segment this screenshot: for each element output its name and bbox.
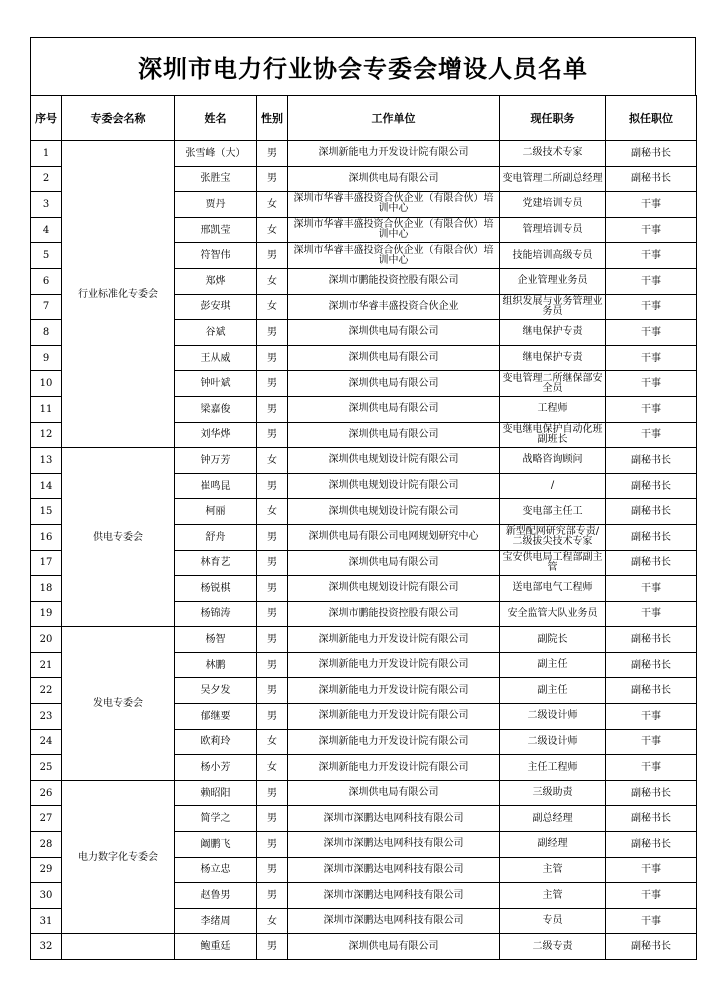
cell-seq: 18 — [31, 576, 62, 602]
cell-current-position: 宝安供电局工程部副主管 — [500, 550, 606, 576]
cell-proposed-position: 干事 — [606, 243, 697, 269]
cell-current-position: 企业管理业务员 — [500, 268, 606, 294]
cell-gender: 男 — [257, 166, 288, 192]
document-title: 深圳市电力行业协会专委会增设人员名单 — [30, 37, 696, 95]
cell-name: 林育艺 — [175, 550, 257, 576]
cell-seq: 26 — [31, 780, 62, 806]
cell-gender: 男 — [257, 601, 288, 627]
header-gender: 性别 — [257, 96, 288, 141]
cell-seq: 15 — [31, 499, 62, 525]
cell-gender: 女 — [257, 192, 288, 218]
cell-seq: 6 — [31, 268, 62, 294]
cell-seq: 14 — [31, 473, 62, 499]
cell-name: 杨锐棋 — [175, 576, 257, 602]
cell-name: 杨锦涛 — [175, 601, 257, 627]
cell-seq: 24 — [31, 729, 62, 755]
cell-name: 张雪峰（大） — [175, 141, 257, 167]
cell-name: 赖昭阳 — [175, 780, 257, 806]
cell-proposed-position: 干事 — [606, 268, 697, 294]
cell-seq: 9 — [31, 345, 62, 371]
header-employer: 工作单位 — [288, 96, 500, 141]
cell-name: 杨小芳 — [175, 755, 257, 781]
cell-name: 林鹏 — [175, 652, 257, 678]
cell-employer: 深圳市华睿丰盛投资合伙企业 — [288, 294, 500, 320]
cell-employer: 深圳供电规划设计院有限公司 — [288, 448, 500, 474]
cell-proposed-position: 干事 — [606, 345, 697, 371]
cell-gender: 男 — [257, 704, 288, 730]
cell-employer: 深圳供电局有限公司 — [288, 166, 500, 192]
cell-seq: 8 — [31, 320, 62, 346]
cell-gender: 男 — [257, 396, 288, 422]
table-row — [31, 627, 697, 653]
cell-employer: 深圳新能电力开发设计院有限公司 — [288, 627, 500, 653]
cell-name: 杨智 — [175, 627, 257, 653]
cell-gender: 男 — [257, 857, 288, 883]
cell-proposed-position: 副秘书长 — [606, 166, 697, 192]
header-row — [31, 96, 697, 141]
cell-gender: 女 — [257, 217, 288, 243]
cell-gender: 男 — [257, 524, 288, 550]
cell-name: 欧莉玲 — [175, 729, 257, 755]
cell-employer: 深圳市华睿丰盛投资合伙企业（有限合伙）培训中心 — [288, 243, 500, 269]
cell-gender: 男 — [257, 652, 288, 678]
cell-gender: 女 — [257, 294, 288, 320]
cell-seq: 19 — [31, 601, 62, 627]
cell-employer: 深圳供电规划设计院有限公司 — [288, 499, 500, 525]
cell-employer: 深圳市深鹏达电网科技有限公司 — [288, 908, 500, 934]
cell-seq: 12 — [31, 422, 62, 448]
cell-employer: 深圳供电局有限公司 — [288, 780, 500, 806]
cell-employer: 深圳市鹏能投资控股有限公司 — [288, 268, 500, 294]
cell-proposed-position: 副秘书长 — [606, 448, 697, 474]
cell-employer: 深圳新能电力开发设计院有限公司 — [288, 755, 500, 781]
cell-gender: 男 — [257, 141, 288, 167]
cell-seq: 20 — [31, 627, 62, 653]
cell-proposed-position: 干事 — [606, 320, 697, 346]
cell-proposed-position: 干事 — [606, 729, 697, 755]
cell-name: 贾丹 — [175, 192, 257, 218]
cell-proposed-position: 干事 — [606, 601, 697, 627]
cell-gender: 男 — [257, 345, 288, 371]
roster-table — [30, 95, 697, 960]
cell-committee: 发电专委会 — [62, 627, 175, 781]
cell-current-position: 二级专责 — [500, 934, 606, 960]
cell-gender: 男 — [257, 422, 288, 448]
cell-employer: 深圳供电规划设计院有限公司 — [288, 473, 500, 499]
cell-committee: 行业标准化专委会 — [62, 141, 175, 448]
header-proposed-position: 拟任职位 — [606, 96, 697, 141]
cell-employer: 深圳市深鹏达电网科技有限公司 — [288, 883, 500, 909]
cell-seq: 11 — [31, 396, 62, 422]
cell-gender: 男 — [257, 243, 288, 269]
cell-name: 刘华烨 — [175, 422, 257, 448]
cell-current-position: 二级设计师 — [500, 729, 606, 755]
cell-current-position: 组织发展与业务管理业务员 — [500, 294, 606, 320]
cell-gender: 男 — [257, 550, 288, 576]
cell-current-position: 安全监管大队业务员 — [500, 601, 606, 627]
cell-employer: 深圳供电局有限公司 — [288, 371, 500, 397]
header-current-position: 现任职务 — [500, 96, 606, 141]
cell-seq: 31 — [31, 908, 62, 934]
cell-current-position: 管理培训专员 — [500, 217, 606, 243]
cell-seq: 13 — [31, 448, 62, 474]
cell-gender: 男 — [257, 806, 288, 832]
cell-gender: 男 — [257, 883, 288, 909]
roster-sheet — [30, 37, 696, 960]
cell-gender: 男 — [257, 627, 288, 653]
cell-proposed-position: 副秘书长 — [606, 524, 697, 550]
cell-proposed-position: 副秘书长 — [606, 678, 697, 704]
cell-gender: 男 — [257, 473, 288, 499]
cell-name: 张胜宝 — [175, 166, 257, 192]
cell-gender: 女 — [257, 448, 288, 474]
cell-current-position: 工程师 — [500, 396, 606, 422]
cell-name: 钟叶斌 — [175, 371, 257, 397]
header-seq: 序号 — [31, 96, 62, 141]
cell-proposed-position: 干事 — [606, 422, 697, 448]
cell-employer: 深圳市鹏能投资控股有限公司 — [288, 601, 500, 627]
cell-seq: 22 — [31, 678, 62, 704]
cell-proposed-position: 副秘书长 — [606, 806, 697, 832]
cell-current-position: 副院长 — [500, 627, 606, 653]
cell-seq: 30 — [31, 883, 62, 909]
cell-current-position: 副总经理 — [500, 806, 606, 832]
cell-seq: 27 — [31, 806, 62, 832]
cell-employer: 深圳供电局有限公司电网规划研究中心 — [288, 524, 500, 550]
cell-gender: 女 — [257, 729, 288, 755]
cell-current-position: 主管 — [500, 857, 606, 883]
cell-gender: 男 — [257, 320, 288, 346]
cell-current-position: 变电管理二所副总经理 — [500, 166, 606, 192]
cell-seq: 7 — [31, 294, 62, 320]
cell-current-position: 主管 — [500, 883, 606, 909]
cell-gender: 男 — [257, 371, 288, 397]
cell-proposed-position: 副秘书长 — [606, 627, 697, 653]
cell-current-position: 新型配网研究部专责/二级拔尖技术专家 — [500, 524, 606, 550]
cell-employer: 深圳供电局有限公司 — [288, 422, 500, 448]
cell-current-position: 主任工程师 — [500, 755, 606, 781]
cell-name: 崔鸣昆 — [175, 473, 257, 499]
cell-current-position: 党建培训专员 — [500, 192, 606, 218]
cell-proposed-position: 副秘书长 — [606, 141, 697, 167]
cell-proposed-position: 副秘书长 — [606, 550, 697, 576]
cell-employer: 深圳供电局有限公司 — [288, 320, 500, 346]
cell-proposed-position: 副秘书长 — [606, 652, 697, 678]
cell-proposed-position: 干事 — [606, 576, 697, 602]
cell-committee: 电力数字化专委会 — [62, 780, 175, 934]
cell-employer: 深圳市深鹏达电网科技有限公司 — [288, 806, 500, 832]
cell-seq: 5 — [31, 243, 62, 269]
table-row — [31, 141, 697, 167]
cell-seq: 17 — [31, 550, 62, 576]
cell-proposed-position: 干事 — [606, 217, 697, 243]
cell-name: 吴夕发 — [175, 678, 257, 704]
cell-name: 赵鲁男 — [175, 883, 257, 909]
cell-current-position: 二级设计师 — [500, 704, 606, 730]
header-name: 姓名 — [175, 96, 257, 141]
cell-name: 郁继要 — [175, 704, 257, 730]
cell-name: 钟万芳 — [175, 448, 257, 474]
cell-current-position: 送电部电气工程师 — [500, 576, 606, 602]
cell-current-position: 变电部主任工 — [500, 499, 606, 525]
cell-name: 简学之 — [175, 806, 257, 832]
cell-name: 王从威 — [175, 345, 257, 371]
cell-current-position: 继电保护专责 — [500, 345, 606, 371]
cell-seq: 32 — [31, 934, 62, 960]
cell-gender: 女 — [257, 755, 288, 781]
cell-proposed-position: 干事 — [606, 857, 697, 883]
cell-current-position: 专员 — [500, 908, 606, 934]
cell-proposed-position: 干事 — [606, 192, 697, 218]
cell-name: 邢凯莹 — [175, 217, 257, 243]
cell-gender: 男 — [257, 934, 288, 960]
cell-employer: 深圳新能电力开发设计院有限公司 — [288, 141, 500, 167]
cell-proposed-position: 干事 — [606, 755, 697, 781]
cell-gender: 女 — [257, 499, 288, 525]
cell-employer: 深圳新能电力开发设计院有限公司 — [288, 729, 500, 755]
cell-proposed-position: 干事 — [606, 294, 697, 320]
table-row — [31, 780, 697, 806]
cell-name: 阚鹏飞 — [175, 832, 257, 858]
cell-seq: 16 — [31, 524, 62, 550]
cell-name: 柯丽 — [175, 499, 257, 525]
cell-name: 杨立忠 — [175, 857, 257, 883]
cell-proposed-position: 副秘书长 — [606, 473, 697, 499]
cell-seq: 1 — [31, 141, 62, 167]
cell-employer: 深圳供电局有限公司 — [288, 550, 500, 576]
cell-proposed-position: 副秘书长 — [606, 780, 697, 806]
cell-seq: 29 — [31, 857, 62, 883]
cell-name: 谷斌 — [175, 320, 257, 346]
cell-gender: 女 — [257, 908, 288, 934]
cell-proposed-position: 干事 — [606, 908, 697, 934]
cell-current-position: 副主任 — [500, 652, 606, 678]
cell-gender: 男 — [257, 576, 288, 602]
cell-name: 梁嘉俊 — [175, 396, 257, 422]
cell-name: 符智伟 — [175, 243, 257, 269]
cell-proposed-position: 干事 — [606, 883, 697, 909]
cell-employer: 深圳供电局有限公司 — [288, 345, 500, 371]
cell-employer: 深圳市深鹏达电网科技有限公司 — [288, 857, 500, 883]
cell-employer: 深圳新能电力开发设计院有限公司 — [288, 704, 500, 730]
cell-name: 李绪周 — [175, 908, 257, 934]
cell-seq: 28 — [31, 832, 62, 858]
cell-current-position: 技能培训高级专员 — [500, 243, 606, 269]
header-committee: 专委会名称 — [62, 96, 175, 141]
table-row — [31, 448, 697, 474]
roster-body — [31, 141, 697, 960]
table-row — [31, 934, 697, 960]
cell-proposed-position: 干事 — [606, 704, 697, 730]
cell-gender: 男 — [257, 832, 288, 858]
cell-name: 鲍重廷 — [175, 934, 257, 960]
cell-seq: 4 — [31, 217, 62, 243]
cell-seq: 25 — [31, 755, 62, 781]
cell-employer: 深圳新能电力开发设计院有限公司 — [288, 678, 500, 704]
cell-seq: 10 — [31, 371, 62, 397]
cell-current-position: / — [500, 473, 606, 499]
cell-employer: 深圳供电局有限公司 — [288, 934, 500, 960]
cell-proposed-position: 副秘书长 — [606, 499, 697, 525]
cell-seq: 2 — [31, 166, 62, 192]
cell-employer: 深圳市华睿丰盛投资合伙企业（有限合伙）培训中心 — [288, 192, 500, 218]
cell-current-position: 继电保护专责 — [500, 320, 606, 346]
cell-current-position: 变电继电保护自动化班副班长 — [500, 422, 606, 448]
cell-employer: 深圳市华睿丰盛投资合伙企业（有限合伙）培训中心 — [288, 217, 500, 243]
cell-committee: 供电专委会 — [62, 448, 175, 627]
cell-name: 舒舟 — [175, 524, 257, 550]
cell-proposed-position: 副秘书长 — [606, 934, 697, 960]
cell-proposed-position: 干事 — [606, 396, 697, 422]
cell-employer: 深圳新能电力开发设计院有限公司 — [288, 652, 500, 678]
cell-current-position: 副经理 — [500, 832, 606, 858]
cell-proposed-position: 副秘书长 — [606, 832, 697, 858]
cell-gender: 男 — [257, 678, 288, 704]
cell-proposed-position: 干事 — [606, 371, 697, 397]
cell-seq: 23 — [31, 704, 62, 730]
cell-current-position: 二级技术专家 — [500, 141, 606, 167]
cell-employer: 深圳供电规划设计院有限公司 — [288, 576, 500, 602]
cell-current-position: 变电管理二所继保部安全员 — [500, 371, 606, 397]
cell-current-position: 三级助责 — [500, 780, 606, 806]
cell-gender: 女 — [257, 268, 288, 294]
cell-employer: 深圳市深鹏达电网科技有限公司 — [288, 832, 500, 858]
cell-seq: 3 — [31, 192, 62, 218]
cell-name: 郑烨 — [175, 268, 257, 294]
cell-current-position: 战略咨询顾问 — [500, 448, 606, 474]
cell-committee — [62, 934, 175, 960]
cell-gender: 男 — [257, 780, 288, 806]
cell-seq: 21 — [31, 652, 62, 678]
cell-current-position: 副主任 — [500, 678, 606, 704]
cell-employer: 深圳供电局有限公司 — [288, 396, 500, 422]
cell-name: 彭安琪 — [175, 294, 257, 320]
